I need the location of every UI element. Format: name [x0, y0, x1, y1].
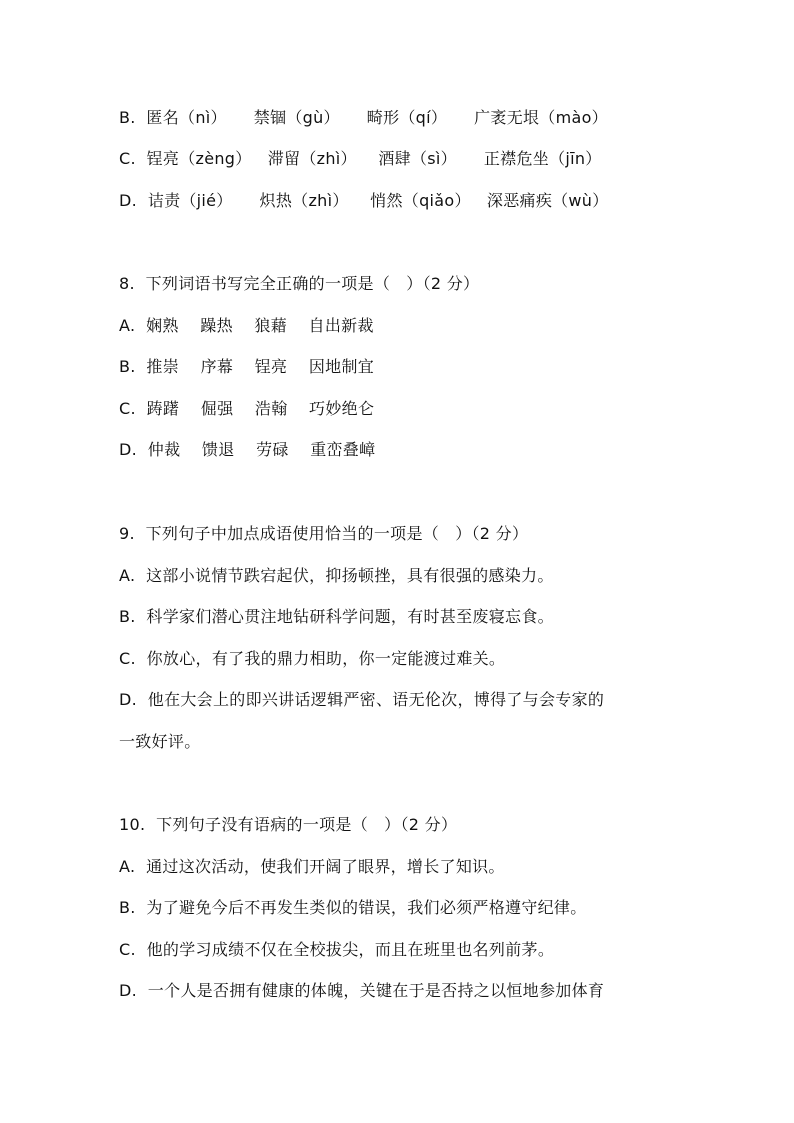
q9-option-a: A. 这部小说情节跌宕起伏，抑扬顿挫，具有很强的感染力。	[119, 566, 554, 585]
q8-option-b: B. 推崇 序幕 锃亮 因地制宜	[119, 357, 375, 376]
q7-option-c: C. 锃亮（zèng） 滞留（zhì） 酒肆（sì） 正襟危坐（jīn）	[119, 149, 602, 168]
q10-option-c: C. 他的学习成绩不仅在全校拔尖，而且在班里也名列前茅。	[119, 940, 555, 959]
q10-title: 10. 下列句子没有语病的一项是（ ）（2 分）	[119, 815, 458, 834]
q8-title: 8. 下列词语书写完全正确的一项是（ ）（2 分）	[119, 274, 480, 293]
q10-option-b: B. 为了避免今后不再发生类似的错误，我们必须严格遵守纪律。	[119, 898, 587, 917]
q8-option-c: C. 踌躇 倔强 浩翰 巧妙绝仑	[119, 399, 375, 418]
q9-title: 9. 下列句子中加点成语使用恰当的一项是（ ）（2 分）	[119, 524, 529, 543]
q10-option-d: D. 一个人是否拥有健康的体魄，关键在于是否持之以恒地参加体育	[119, 981, 605, 1000]
q7-option-b: B. 匿名（nì） 禁锢（gù） 畸形（qí） 广袤无垠（mào）	[119, 108, 608, 127]
q9-option-c: C. 你放心，有了我的鼎力相助，你一定能渡过难关。	[119, 649, 506, 668]
q9-option-d: D. 他在大会上的即兴讲话逻辑严密、语无伦次，博得了与会专家的	[119, 690, 605, 709]
q9-option-d-continued: 一致好评。	[119, 732, 201, 751]
q8-option-a: A. 娴熟 躁热 狼藉 自出新裁	[119, 316, 374, 335]
q7-option-d: D. 诘责（jié） 炽热（zhì） 悄然（qiǎo） 深恶痛疾（wù）	[119, 191, 609, 210]
q9-option-b: B. 科学家们潜心贯注地钻研科学问题，有时甚至废寝忘食。	[119, 607, 554, 626]
q8-option-d: D. 仲裁 馈退 劳碌 重峦叠嶂	[119, 440, 376, 459]
q10-option-a: A. 通过这次活动，使我们开阔了眼界，增长了知识。	[119, 857, 505, 876]
